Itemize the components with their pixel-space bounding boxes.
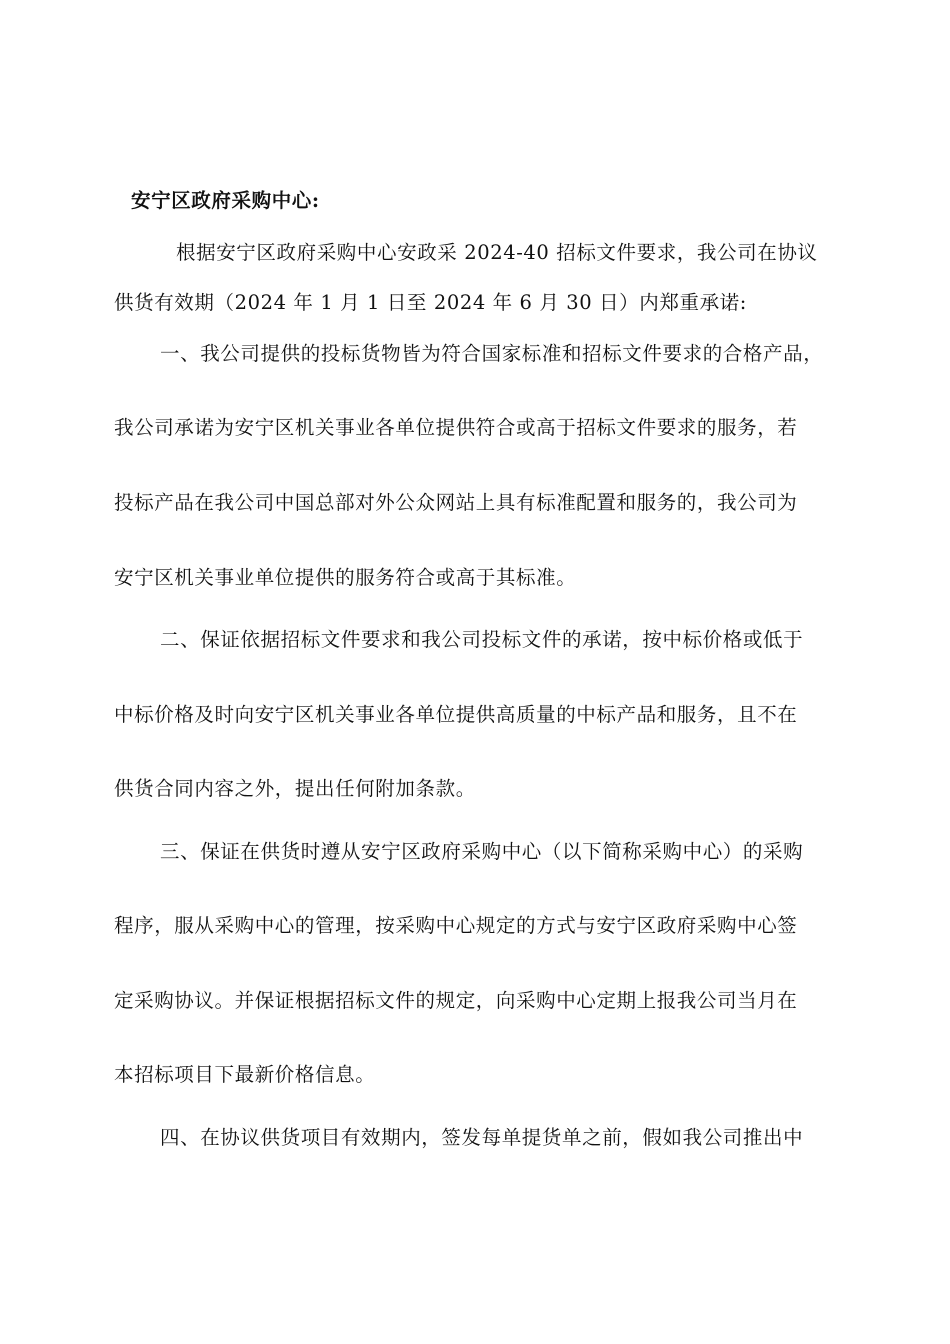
clause-2-line-1: 二、保证依据招标文件要求和我公司投标文件的承诺，按中标价格或低于 [160, 628, 804, 651]
paragraph-intro-line-1: 根据安宁区政府采购中心安政采 2024-40 招标文件要求，我公司在协议 [176, 241, 818, 264]
clause-1-line-4: 安宁区机关事业单位提供的服务符合或高于其标准。 [114, 566, 577, 589]
clause-1-line-2: 我公司承诺为安宁区机关事业各单位提供符合或高于招标文件要求的服务，若 [114, 416, 798, 439]
clause-3-line-1: 三、保证在供货时遵从安宁区政府采购中心（以下简称采购中心）的采购 [160, 840, 804, 863]
clause-3-line-3: 定采购协议。并保证根据招标文件的规定，向采购中心定期上报我公司当月在 [114, 989, 798, 1012]
clause-1-line-1: 一、我公司提供的投标货物皆为符合国家标准和招标文件要求的合格产品， [160, 342, 824, 365]
salutation: 安宁区政府采购中心: [131, 189, 320, 212]
paragraph-intro-line-2: 供货有效期（2024 年 1 月 1 日至 2024 年 6 月 30 日）内郑重承诺: [114, 291, 747, 314]
clause-4-line-1: 四、在协议供货项目有效期内，签发每单提货单之前，假如我公司推出中 [160, 1126, 804, 1149]
clause-2-line-3: 供货合同内容之外，提出任何附加条款。 [114, 777, 476, 800]
clause-3-line-2: 程序，服从采购中心的管理，按采购中心规定的方式与安宁区政府采购中心签 [114, 914, 798, 937]
clause-2-line-2: 中标价格及时向安宁区机关事业各单位提供高质量的中标产品和服务，且不在 [114, 703, 798, 726]
clause-1-line-3: 投标产品在我公司中国总部对外公众网站上具有标准配置和服务的，我公司为 [114, 491, 798, 514]
clause-3-line-4: 本招标项目下最新价格信息。 [114, 1063, 376, 1086]
